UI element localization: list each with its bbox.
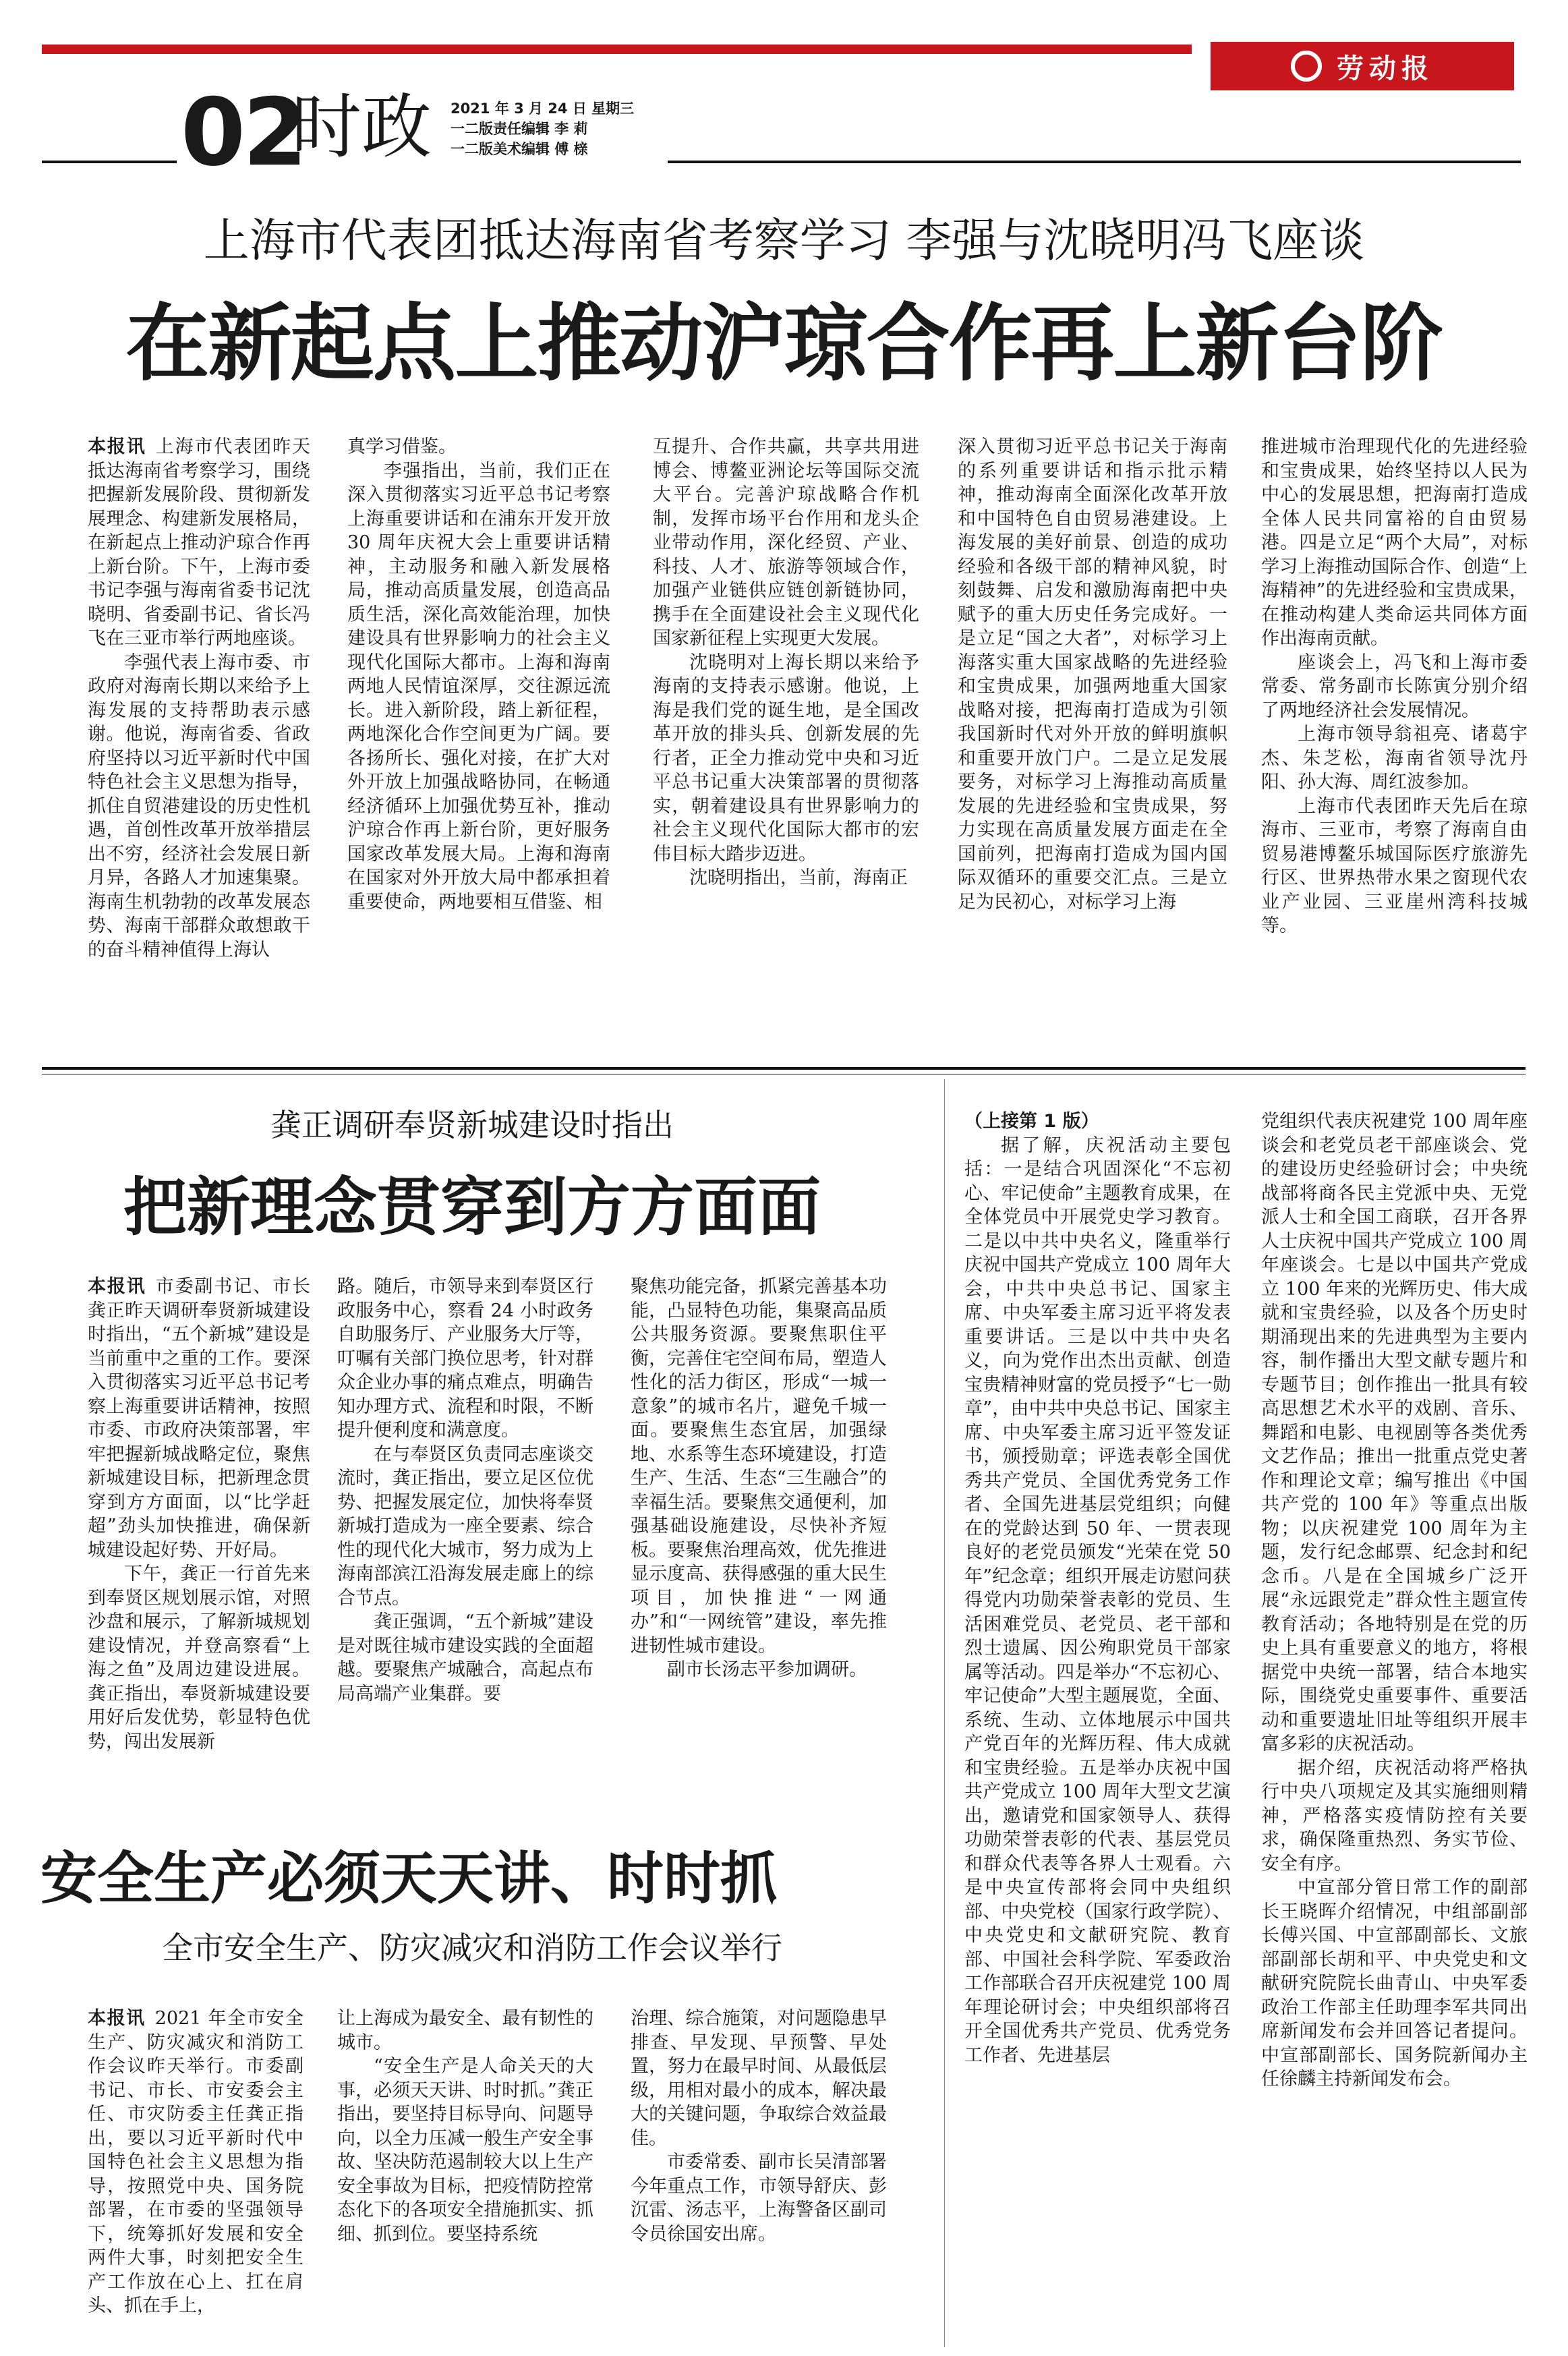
article1-c2-p1: 真学习借鉴。 [347,436,457,457]
editor-credit: 一二版责任编辑 李 莉 [451,121,588,137]
article2-c1-p1: 市委副书记、市长龚正昨天调研奉贤新城建设时指出，“五个新城”建设是当前重中之重的工作。要深入贯彻落实习近平总书记考察上海重要讲话精神，按照市委、市政府决策部署，牢牢把握新城战略定位，聚焦新城建设目标，把新理念贯穿到方方面面，以“比学赶超”劲头加快推进，确保新城建设起好势、开好局。 [88,1276,311,1561]
article3-column-2 [337,2007,593,2246]
article3-column-1 [88,2007,303,2318]
article4-c1-p1: 据了解，庆祝活动主要包括：一是结合巩固深化“不忘初心、牢记使命”主题教育成果，在全体党员中开展党史学习教育。二是以中共中央名义，隆重举行庆祝中国共产党成立 100 周年大会，中共中央总书记、国家主席、中央军委主席习近平将发表重要讲话。三是以中共中央名义，向为党作出杰出贡献、创造宝贵精神财富的党员授予“七一勋章”，由中共中央总书记、国家主席、中央军委主席习近平签发证书，颁授勋章；评选表彰全国优秀共产党员、全国优秀党务工作者、全国先进基层党组织；向健在的党龄达到 50 年、一贯表现良好的老党员颁发“光荣在党 50 年”纪念章；组织开展走访慰问获得党内功勋荣誉表彰的党员、生活困难党员、老党员、老干部和烈士遗属、因公殉职党员干部家属等活动。四是举办“不忘初心、牢记使命”大型主题展览，全面、系统、生动、立体地展示中国共产党百年的光辉历程、伟大成就和宝贵经验。五是举办庆祝中国共产党成立 100 周年大型文艺演出，邀请党和国家领导人、获得功勋荣誉表彰的代表、基层党员和群众代表等各界人士观看。六是中央宣传部将会同中央组织部、中央党校（国家行政学院）、中央党史和文献研究院、教育部、中国社会科学院、军委政治工作部联合召开庆祝建党 100 周年理论研讨会；中央组织部将召开全国优秀共产党员、优秀党务工作者、先进基层 [964,1134,1231,2066]
page-number: 02 [181,78,306,187]
article1-c2-p2: 李强指出，当前，我们正在深入贯彻落实习近平总书记考察上海重要讲话和在浦东开发开放 30 周年庆祝大会上重要讲话精神，主动服务和融入新发展格局，推动高质量发展，创造高品质生活，深化高效能治理，加快建设具有世界影响力的社会主义现代化国际大都市。上海和海南两地人民情谊深厚，交往源远流长。进入新阶段，踏上新征程，两地深化合作空间更为广阔。要各扬所长、强化对接，在扩大对外开放上加强战略协同，在畅通经济循环上加强优势互补，推动沪琼合作再上新台阶，更好服务国家改革发展大局。上海和海南在国家对外开放大局中都承担着重要使命，两地要相互借鉴、相 [347,460,610,913]
top-red-rule [42,45,1192,54]
article3-c3-p2: 市委常委、副市长吴清部署今年重点工作，市领导舒庆、彭沉雷、汤志平，上海警备区副司令员徐国安出席。 [631,2152,887,2245]
article3-tag: 本报讯 [88,2008,146,2029]
article2-column-3 [631,1275,887,1682]
article2-kicker: 龚正调研奉贤新城建设时指出 [270,1107,674,1143]
article2-c1-p2: 下午，龚正一行首先来到奉贤区规划展示馆，对照沙盘和展示，了解新城规划建设情况，并登高察看“上海之鱼”及周边建设进展。龚正指出，奉贤新城建设要用好后发优势，彰显特色优势，闯出发展新 [88,1563,310,1752]
page-meta [451,98,634,159]
issue-date: 2021 年 3 月 24 日 星期三 [451,100,635,117]
article2-c2-p1: 路。随后，市领导来到奉贤区行政服务中心，察看 24 小时政务自助服务厅、产业服务大厅等，叮嘱有关部门换位思考，针对群众企业办事的痛点难点，明确告知办理方式、流程和时限，不断提升便利度和满意度。 [337,1276,593,1441]
article1-c1-p2: 李强代表上海市委、市政府对海南长期以来给予上海发展的支持帮助表示感谢。他说，海南省委、省政府坚持以习近平新时代中国特色社会主义思想为指导，抓住自贸港建设的历史性机遇，首创性改革开放举措层出不穷，经济社会发展日新月异，各路人才加速集聚。海南生机勃勃的改革发展态势、海南干部群众敢想敢干的奋斗精神值得上海认 [88,652,310,960]
article1-kicker: 上海市代表团抵达海南省考察学习 李强与沈晓明冯飞座谈 [203,214,1365,268]
article3-kicker: 全市安全生产、防灾减灾和消防工作会议举行 [162,1930,782,1966]
article1-c5-p1: 推进城市治理现代化的先进经验和宝贵成果，始终坚持以人民为中心的发展思想，把海南打造成全体人民共同富裕的自由贸易港。四是立足“两个大局”，对标学习上海推动国际合作、创造“上海精神”的先进经验和宝贵成果，在推动构建人类命运共同体方面作出海南贡献。 [1261,436,1528,649]
article4-c2-p2: 据介绍，庆祝活动将严格执行中央八项规定及其实施细则精神，严格落实疫情防控有关要求，确保隆重热烈、务实节俭、安全有序。 [1261,1757,1528,1874]
article1-column-4 [958,435,1227,914]
article4-c2-p3: 中宣部分管日常工作的副部长王晓晖介绍情况，中组部副部长傅兴国、中宣部副部长、文旅部副部长胡和平、中央党史和文献研究院院长曲青山、中央军委政治工作部主任助理李军共同出席新闻发布会并回答记者提问。中宣部副部长、国务院新闻办主任徐麟主持新闻发布会。 [1261,1877,1528,2090]
article3-c3-p1: 治理、综合施策，对问题隐患早排查、早发现、早预警、早处置，努力在最早时间、从最低层级，用相对最小的成本，解决最大的关键问题，争取综合效益最佳。 [631,2008,887,2149]
article3-c2-p1: 让上海成为最安全、最有韧性的城市。 [337,2008,593,2053]
article1-c1-p1: 上海市代表团昨天抵达海南省考察学习，围绕把握新发展阶段、贯彻新发展理念、构建新发展格局，在新起点上推动沪琼合作再上新台阶。下午，上海市委书记李强与海南省委书记沈晓明、省委副书记、省长冯飞在三亚市举行两地座谈。 [88,436,311,649]
article1-column-2 [347,435,610,914]
logo-mark-icon [1291,51,1322,82]
article1-tag: 本报讯 [88,436,146,457]
article3-headline: 安全生产必须天天讲、时时抓 [40,1845,778,1912]
article1-column-3 [653,435,919,890]
masthead-rule-right [668,161,1521,163]
article1-c5-p2: 座谈会上，冯飞和上海市委常委、常务副市长陈寅分别介绍了两地经济社会发展情况。 [1261,652,1528,721]
article1-c3-p1: 互提升、合作共赢，共享共用进博会、博鳌亚洲论坛等国际交流大平台。完善沪琼战略合作机制，发挥市场平台作用和龙头企业带动作用，深化经贸、产业、科技、人才、旅游等领域合作，加强产业链供应链创新链协同，携手在全面建设社会主义现代化国家新征程上实现更大发展。 [653,436,919,649]
article1-headline: 在新起点上推动沪琼合作再上新台阶 [125,295,1443,393]
article3-c1-p1: 2021 年全市安全生产、防灾减灾和消防工作会议昨天举行。市委副书记、市长、市安委会主任、市灾防委主任龚正指出，要以习近平新时代中国特色社会主义思想为指导，按照党中央、国务院部署，在市委的坚强领导下，统筹抓好发展和安全两件大事，时刻把安全生产工作放在心上、扛在肩头、抓在手上， [88,2008,304,2316]
article3-column-3 [631,2007,887,2246]
article4-c2-p1: 党组织代表庆祝建党 100 周年座谈会和老党员老干部座谈会、党的建设历史经验研讨会；中央统战部将商各民主党派中央、无党派人士和全国工商联，召开各界人士庆祝中国共产党成立 100 周年座谈会。七是以中国共产党成立 100 年来的光辉历史、伟大成就和宝贵经验，以及各个历史时期涌现出来的先进典型为主要内容，制作播出大型文献专题片和专题节目；创作推出一批具有较高思想艺术水平的戏剧、音乐、舞蹈和电影、电视剧等各类优秀文艺作品；推出一批重点党史著作和理论文章；编写推出《中国共产党的 100 年》等重点出版物；以庆祝建党 100 周年为主题，发行纪念邮票、纪念封和纪念币。八是在全国城乡广泛开展“永远跟党走”群众性主题宣传教育活动；各地特别是在党的历史上具有重要意义的地方，将根据党中央统一部署，结合本地实际，围绕党史重要事件、重要活动和重要遗址旧址等组织开展丰富多彩的庆祝活动。 [1261,1111,1528,1754]
article2-c2-p3: 龚正强调，“五个新城”建设是对既往城市建设实践的全面超越。要聚焦产城融合，高起点布局高端产业集群。要 [337,1611,593,1704]
paper-logo [1211,42,1514,90]
article1-c3-p3: 沈晓明指出，当前，海南正 [689,867,908,888]
article2-c3-p1: 聚焦功能完备，抓紧完善基本功能，凸显特色功能，集聚高品质公共服务资源。要聚焦职住平衡，完善住宅空间布局，塑造人性化的活力街区，形成“一城一意象”的城市名片，避免千城一面。要聚焦生态宜居，加强绿地、水系等生态环境建设，打造生产、生活、生态“三生融合”的幸福生活。要聚焦交通便利，加强基础设施建设，尽快补齐短板。要聚焦治理高效，优先推进显示度高、获得感强的重大民生项目，加快推进“一网通办”和“一网统管”建设，率先推进韧性城市建设。 [631,1276,887,1657]
masthead-rule-left [42,161,177,163]
page-section: 时政 [291,86,432,168]
article1-column-5 [1261,435,1528,938]
article1-c5-p3: 上海市领导翁祖亮、诸葛宇杰、朱芝松，海南省领导沈丹阳、孙大海、周红波参加。 [1261,724,1528,793]
section-divider-thick [42,1067,1526,1070]
article2-column-2 [337,1275,593,1706]
paper-name: 劳动报 [1337,53,1434,84]
article2-c2-p2: 在与奉贤区负责同志座谈交流时，龚正指出，要立足区位优势、把握发展定位，加快将奉贤新城打造成为一座全要素、综合性的现代化大城市，努力成为上海南部滨江沿海发展走廊上的综合节点。 [337,1443,593,1609]
article2-tag: 本报讯 [88,1276,146,1297]
continued-label: （上接第 1 版） [964,1111,1099,1132]
article1-c3-p2: 沈晓明对上海长期以来给予海南的支持表示感谢。他说，上海是我们党的诞生地，是全国改革开放的排头兵、创新发展的先行者，正全力推动党中央和习近平总书记重大决策部署的贯彻落实，朝着建设具有世界影响力的社会主义现代化国际大都市的宏伟目标大踏步迈进。 [653,652,919,865]
article2-c3-p2: 副市长汤志平参加调研。 [667,1659,867,1680]
article1-c4-p1: 深入贯彻习近平总书记关于海南的系列重要讲话和指示批示精神，推动海南全面深化改革开放和中国特色自由贸易港建设。上海发展的美好前景、创造的成功经验和各级干部的精神风貌，时刻鼓舞、启发和激励海南把中央赋予的重大历史任务完成好。一是立足“国之大者”，对标学习上海落实重大国家战略的先进经验和宝贵成果，加强两地重大国家战略对接，把海南打造成为引领我国新时代对外开放的鲜明旗帜和重要开放门户。二是立足发展要务，对标学习上海推动高质量发展的先进经验和宝贵成果，努力实现在高质量发展方面走在全国前列，把海南打造成为国内国际双循环的重要交汇点。三是立足为民初心，对标学习上海 [958,436,1227,913]
article1-column-1 [88,435,310,962]
article4-column-2 [1261,1110,1528,2092]
article2-column-1 [88,1275,310,1754]
column-divider [944,1079,945,2347]
art-editor-credit: 一二版美术编辑 傅 榇 [451,141,588,157]
article1-c5-p4: 上海市代表团昨天先后在琼海市、三亚市，考察了海南自由贸易港博鳌乐城国际医疗旅游先行区、世界热带水果之窗现代农业产业园、三亚崖州湾科技城等。 [1261,795,1528,936]
article2-headline: 把新理念贯穿到方方面面 [123,1170,821,1244]
article3-c2-p2: “安全生产是人命关天的大事，必须天天讲、时时抓。”龚正指出，要坚持目标导向、问题导向，以全力压减一般生产安全事故、坚决防范遏制较大以上生产安全事故为目标，把疫情防控常态化下的各项安全措施抓实、抓细、抓到位。要坚持系统 [337,2056,593,2245]
article4-column-1 [964,1110,1231,2067]
